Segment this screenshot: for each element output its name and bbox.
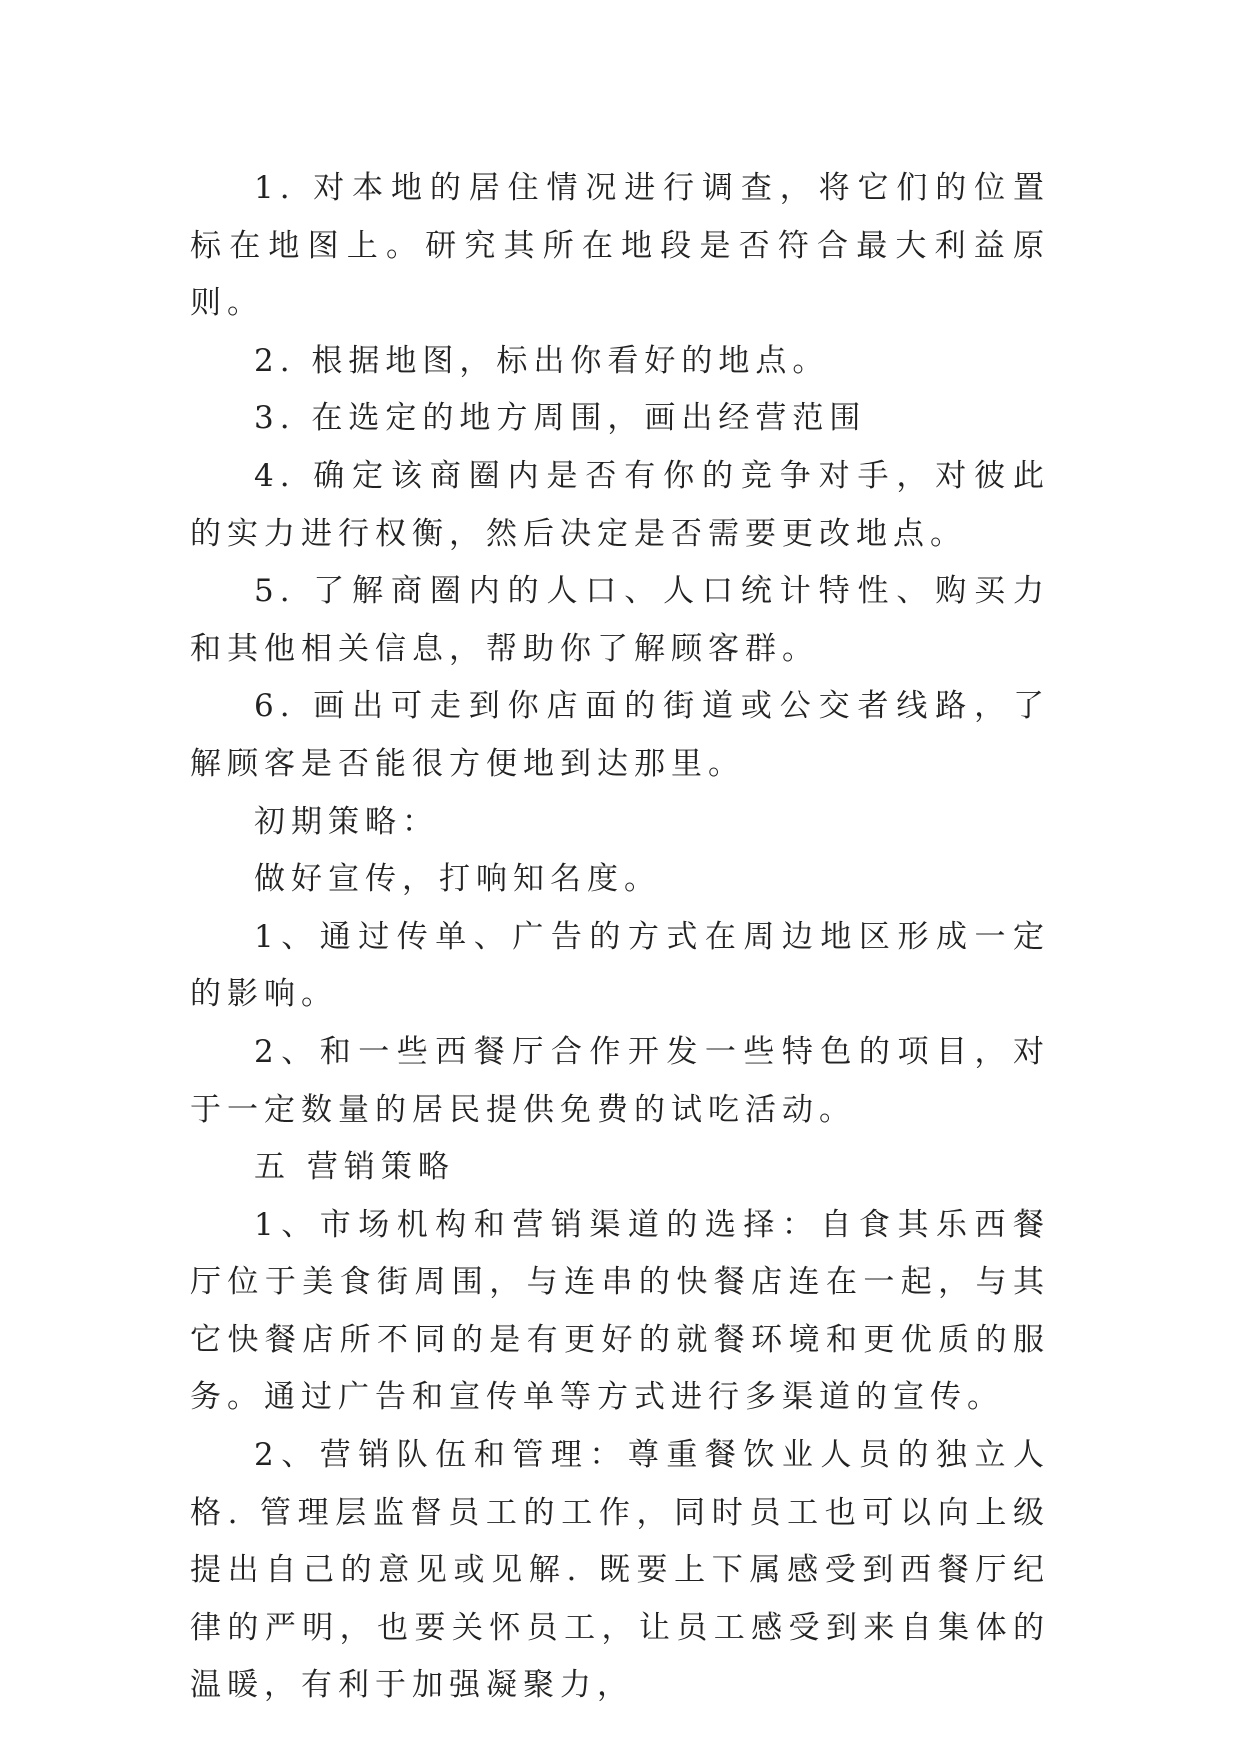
paragraph-demographics: 5. 了解商圈内的人口、人口统计特性、购买力和其他相关信息，帮助你了解顾客群。	[190, 573, 1050, 667]
paragraph-transport: 6. 画出可走到你店面的街道或公交者线路，了解顾客是否能很方便地到达那里。	[190, 688, 1050, 782]
paragraph-channels: 1、市场机构和营销渠道的选择：自食其乐西餐厅位于美食街周围，与连串的快餐店连在一起，与其它快餐店所不同的是有更好的就餐环境和更优质的服务。通过广告和宣传单等方式进行多渠道的宣传。	[190, 1206, 1050, 1416]
heading-initial-strategy: 初期策略：	[254, 803, 439, 840]
paragraph-team-management: 2、营销队伍和管理：尊重餐饮业人员的独立人格. 管理层监督员工的工作，同时员工也可以向上级提出自己的意见或见解. 既要上下属感受到西餐厅纪律的严明，也要关怀员工，让员工感受到来自集体的温暖，有利于加强凝聚力，	[190, 1437, 1050, 1704]
heading-marketing-strategy: 五 营销策略	[254, 1149, 455, 1186]
paragraph-survey: 1. 对本地的居住情况进行调查，将它们的位置标在地图上。研究其所在地段是否符合最大利益原则。	[190, 170, 1050, 322]
paragraph-business-range: 3. 在选定的地方周围，画出经营范围	[254, 400, 867, 437]
paragraph-cooperation: 2、和一些西餐厅合作开发一些特色的项目，对于一定数量的居民提供免费的试吃活动。	[190, 1033, 1050, 1128]
paragraph-flyers: 1、通过传单、广告的方式在周边地区形成一定的影响。	[190, 918, 1050, 1013]
paragraph-competitors: 4. 确定该商圈内是否有你的竞争对手，对彼此的实力进行权衡，然后决定是否需要更改地点。	[190, 457, 1050, 552]
paragraph-publicity: 做好宣传，打响知名度。	[254, 861, 661, 898]
paragraph-mark-location: 2. 根据地图，标出你看好的地点。	[254, 342, 830, 379]
document-body	[190, 160, 1050, 1715]
